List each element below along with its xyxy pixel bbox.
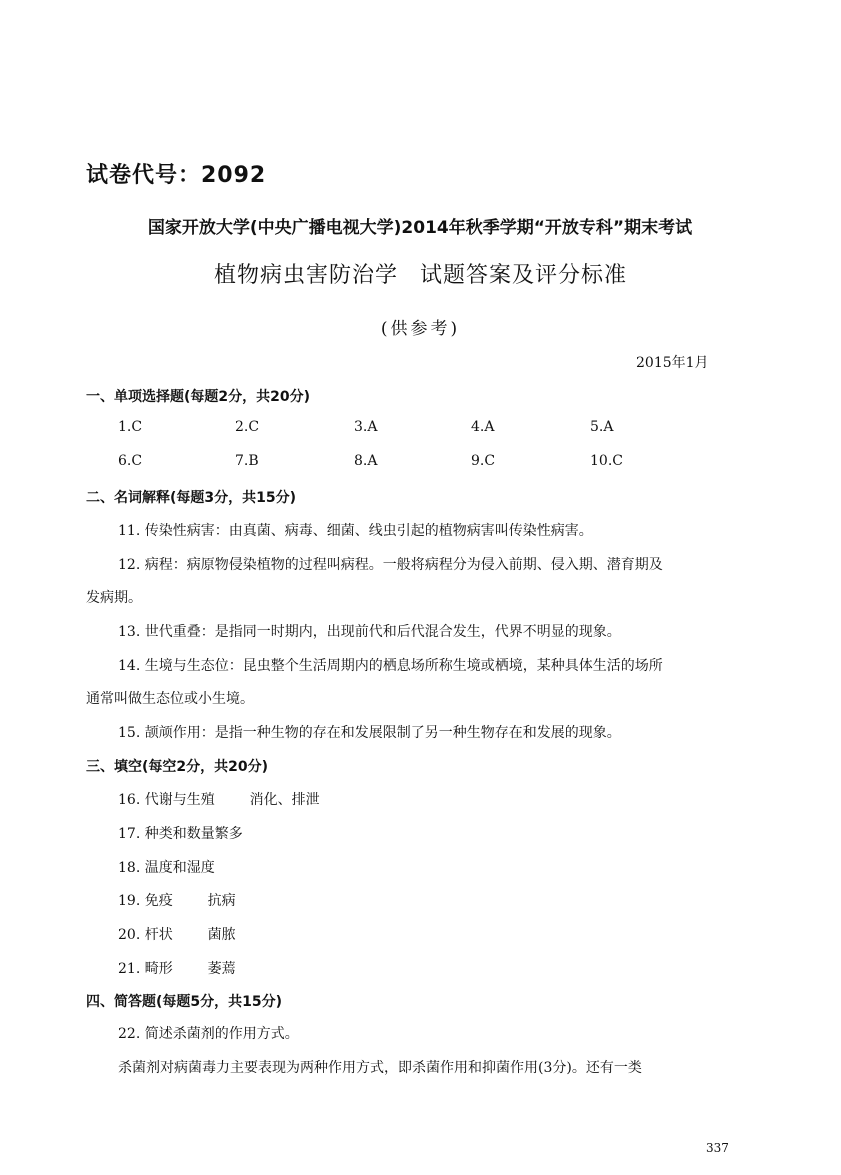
fill-answer-21: 21. 畸形 萎蔫 xyxy=(118,961,236,977)
reference-note: (供参考) xyxy=(380,319,461,339)
fill-answer-19: 19. 免疫 抗病 xyxy=(118,893,236,909)
section4-heading: 四、简答题(每题5分，共15分) xyxy=(86,994,283,1010)
mc-answer: 5.A xyxy=(590,419,614,435)
fill-answer-18: 18. 温度和湿度 xyxy=(118,860,215,876)
answer-22: 杀菌剂对病菌毒力主要表现为两种作用方式，即杀菌作用和抑菌作用(3分)。还有一类 xyxy=(118,1060,642,1076)
answer-q13: 13. 世代重叠：是指同一时期内，出现前代和后代混合发生，代界不明显的现象。 xyxy=(118,624,621,640)
section2-heading: 二、名词解释(每题3分，共15分) xyxy=(86,490,297,506)
subject-name: 植物病虫害防治学 xyxy=(213,263,398,288)
mc-answer: 8.A xyxy=(354,453,378,469)
exam-title: 国家开放大学(中央广播电视大学)2014年秋季学期“开放专科”期末考试 xyxy=(147,218,693,238)
mc-answer: 6.C xyxy=(118,453,143,469)
page-number: 337 xyxy=(706,1141,729,1155)
mc-answer: 10.C xyxy=(590,453,623,469)
mc-answer: 7.B xyxy=(235,453,259,469)
section3-heading: 三、填空(每空2分，共20分) xyxy=(86,759,269,775)
mc-answer: 4.A xyxy=(471,419,495,435)
fill-answer-16: 16. 代谢与生殖 消化、排泄 xyxy=(118,792,320,808)
answer-q14: 14. 生境与生态位：昆虫整个生活周期内的栖息场所称生境或栖境，某种具体生活的场所 xyxy=(118,658,663,674)
fill-answer-17: 17. 种类和数量繁多 xyxy=(118,826,243,842)
mc-answer: 1.C xyxy=(118,419,143,435)
mc-answer: 3.A xyxy=(354,419,378,435)
exam-date: 2015年1月 xyxy=(636,355,709,371)
document-title xyxy=(0,258,841,289)
mc-answer: 2.C xyxy=(235,419,260,435)
answer-q12-continued: 发病期。 xyxy=(86,590,142,606)
question-22: 22. 简述杀菌剂的作用方式。 xyxy=(118,1026,299,1042)
answer-q12: 12. 病程：病原物侵染植物的过程叫病程。一般将病程分为侵入前期、侵入期、潜育期及 xyxy=(118,557,663,573)
paper-code: 试卷代号：2092 xyxy=(86,163,267,188)
answer-q14-continued: 通常叫做生态位或小生境。 xyxy=(86,691,254,707)
fill-answer-20: 20. 杆状 菌脓 xyxy=(118,927,236,943)
section1-heading: 一、单项选择题(每题2分，共20分) xyxy=(86,389,311,405)
answer-q11: 11. 传染性病害：由真菌、病毒、细菌、线虫引起的植物病害叫传染性病害。 xyxy=(118,523,593,539)
answer-q15: 15. 颉颃作用：是指一种生物的存在和发展限制了另一种生物存在和发展的现象。 xyxy=(118,725,621,741)
mc-answer: 9.C xyxy=(471,453,496,469)
document-subtitle: 试题答案及评分标准 xyxy=(420,263,628,288)
